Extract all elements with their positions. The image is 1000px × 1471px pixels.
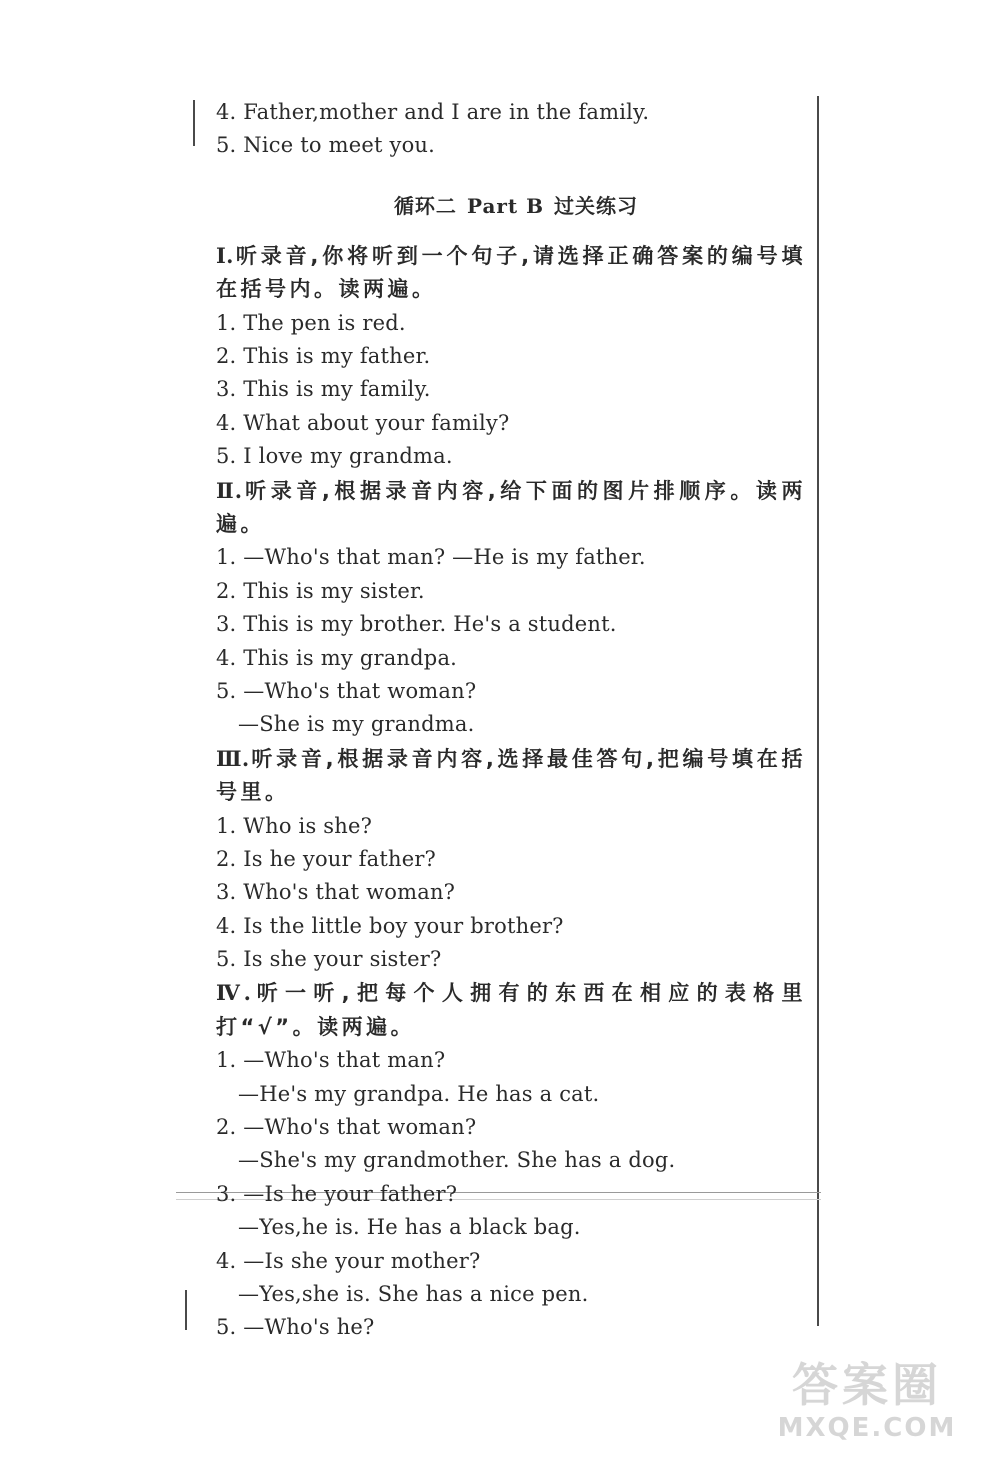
part2-item: 1. —Who's that man? —He is my father. bbox=[216, 545, 646, 570]
part3-heading bbox=[216, 742, 806, 810]
part4-numeral: Ⅳ. bbox=[216, 980, 251, 1006]
line-top-4: 4. Father,mother and I are in the family. bbox=[216, 100, 650, 124]
part3-instruction: 听录音,根据录音内容,选择最佳答句,把编号填在括号里。 bbox=[216, 746, 806, 805]
part3-numeral: Ⅲ. bbox=[216, 745, 250, 771]
part1-item: 5. I love my grandma. bbox=[216, 444, 453, 469]
part4-item: 4. —Is she your mother? bbox=[216, 1248, 481, 1273]
part4-item: 3. —Is he your father? bbox=[216, 1181, 458, 1206]
part3-item: 4. Is the little boy your brother? bbox=[216, 913, 564, 938]
part4-item: —He's my grandpa. He has a cat. bbox=[238, 1081, 600, 1106]
section-title-suffix: 过关练习 bbox=[554, 193, 639, 218]
part2-item: 4. This is my grandpa. bbox=[216, 645, 458, 670]
watermark-bottom-text: MXQE.COM bbox=[777, 1413, 957, 1443]
part3-item: 2. Is he your father? bbox=[216, 846, 437, 871]
part4-item: —Yes,he is. He has a black bag. bbox=[238, 1215, 581, 1240]
section-title-latin: Part B bbox=[466, 193, 545, 218]
document-content bbox=[216, 96, 806, 1345]
part4-item: —She's my grandmother. She has a dog. bbox=[238, 1148, 676, 1173]
section-title-prefix: 循环二 bbox=[393, 193, 457, 218]
part2-item: 5. —Who's that woman? bbox=[216, 678, 477, 703]
part1-item: 2. This is my father. bbox=[216, 343, 431, 368]
part2-item: 2. This is my sister. bbox=[216, 578, 425, 603]
part4-item: 1. —Who's that man? bbox=[216, 1048, 446, 1073]
part1-heading bbox=[216, 239, 806, 307]
part2-item: 3. This is my brother. He's a student. bbox=[216, 612, 617, 637]
part1-instruction: 听录音,你将听到一个句子,请选择正确答案的编号填在括号内。读两遍。 bbox=[216, 243, 807, 302]
left-border-line-bottom bbox=[185, 1290, 187, 1330]
part2-instruction: 听录音,根据录音内容,给下面的图片排顺序。读两遍。 bbox=[216, 478, 806, 536]
part2-numeral: Ⅱ. bbox=[216, 477, 243, 503]
part3-item: 3. Who's that woman? bbox=[216, 880, 456, 905]
watermark-logo bbox=[752, 1357, 982, 1457]
left-border-line bbox=[193, 100, 195, 146]
watermark-top-text: 答案圈 bbox=[792, 1358, 942, 1412]
part3-item: 5. Is she your sister? bbox=[216, 947, 442, 972]
part1-numeral: Ⅰ. bbox=[216, 242, 234, 268]
part2-heading bbox=[216, 474, 806, 542]
part4-item: 5. —Who's he? bbox=[216, 1315, 375, 1340]
part4-item: —Yes,she is. She has a nice pen. bbox=[238, 1282, 589, 1307]
part4-instruction: 听一听,把每个人拥有的东西在相应的表格里打“√”。读两遍。 bbox=[216, 981, 806, 1039]
section-title bbox=[216, 181, 806, 231]
part4-heading bbox=[216, 976, 806, 1044]
part1-item: 1. The pen is red. bbox=[216, 310, 406, 335]
part2-item: —She is my grandma. bbox=[238, 712, 475, 737]
part1-item: 3. This is my family. bbox=[216, 377, 431, 402]
part3-item: 1. Who is she? bbox=[216, 813, 373, 838]
part4-item: 2. —Who's that woman? bbox=[216, 1115, 477, 1140]
part1-item: 4. What about your family? bbox=[216, 410, 510, 435]
line-top-5: 5. Nice to meet you. bbox=[216, 133, 436, 158]
right-border-line bbox=[817, 96, 819, 1326]
